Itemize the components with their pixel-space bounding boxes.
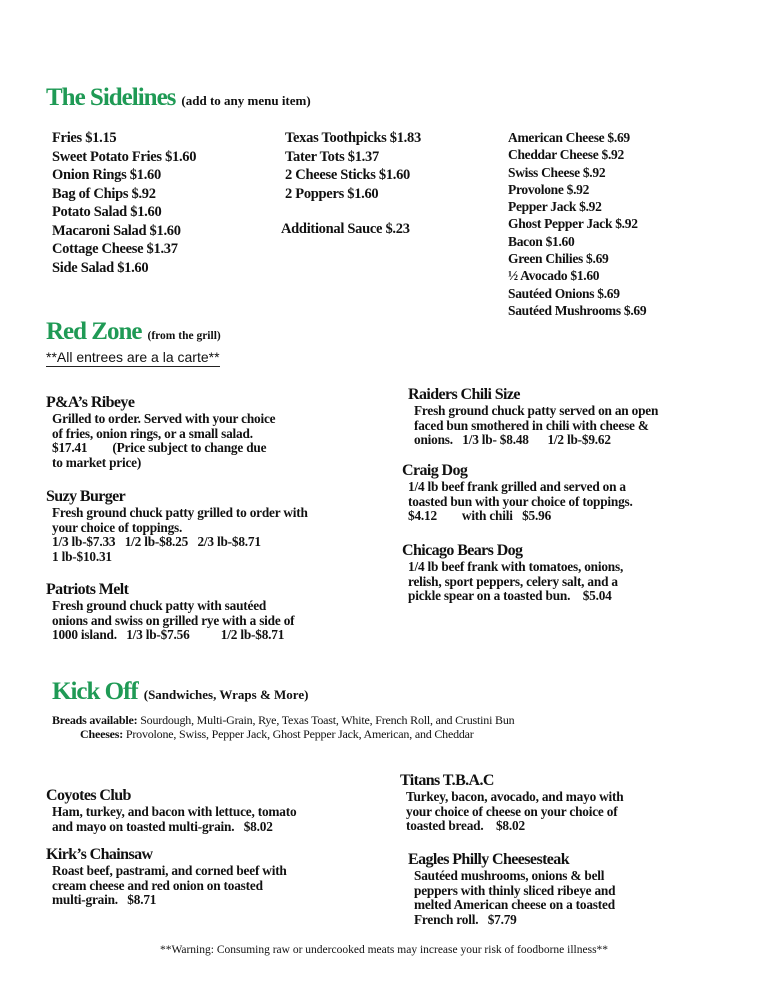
- a-la-carte-note: **All entrees are a la carte**: [46, 349, 220, 365]
- cheeses-list: Provolone, Swiss, Pepper Jack, Ghost Pepper Jack, American, and Cheddar: [125, 727, 474, 741]
- red-zone-title: Red Zone: [46, 318, 142, 345]
- description-line: toasted bread. $8.02: [406, 818, 525, 833]
- menu-item-titans-t-b-a-c: [400, 771, 740, 834]
- side-item: Side Salad $1.60: [52, 259, 149, 276]
- menu-item-description: [408, 560, 742, 604]
- description-line: and mayo on toasted multi-grain. $8.02: [52, 818, 273, 834]
- sidelines-column-3: [508, 129, 646, 319]
- side-item: Texas Toothpicks $1.83: [285, 130, 421, 146]
- description-line: $4.12 with chili $5.96: [408, 508, 552, 523]
- menu-item-description: [52, 412, 386, 470]
- side-item: Provolone $.92: [508, 181, 590, 197]
- description-line: to market price): [52, 454, 142, 470]
- menu-item-description: [414, 869, 748, 927]
- description-line: of fries, onion rings, or a small salad.: [52, 425, 253, 441]
- description-line: faced bun smothered in chili with cheese &: [414, 417, 649, 433]
- description-line: peppers with thinly sliced ribeye and: [414, 882, 616, 898]
- side-item: Bacon $1.60: [508, 233, 575, 249]
- menu-item-name: Raiders Chili Size: [408, 386, 520, 403]
- description-line: pickle spear on a toasted bun. $5.04: [408, 588, 612, 603]
- menu-item-name: Suzy Burger: [46, 488, 126, 505]
- menu-item-description: [408, 480, 742, 524]
- menu-item-name: Titans T.B.A.C: [400, 772, 494, 789]
- description-line: Fresh ground chuck patty grilled to order with: [52, 505, 308, 520]
- sidelines-column-1: [52, 129, 196, 277]
- foodborne-illness-warning: **Warning: Consuming raw or undercooked meats may increase your risk of foodborne illness**: [159, 944, 609, 956]
- description-line: 1/4 lb beef frank grilled and served on a: [408, 479, 626, 494]
- side-item: Sweet Potato Fries $1.60: [52, 148, 197, 165]
- side-item: Pepper Jack $.92: [508, 199, 602, 215]
- menu-item-description: [52, 506, 386, 564]
- side-item: Green Chilies $.69: [508, 251, 609, 267]
- menu-item-name: Patriots Melt: [46, 581, 129, 598]
- menu-item-description: [52, 599, 386, 643]
- menu-item-description: [406, 790, 740, 834]
- side-item: Cheddar Cheese $.92: [508, 147, 624, 163]
- menu-item-description: [414, 404, 748, 448]
- description-line: your choice of toppings.: [52, 519, 183, 535]
- description-line: onions. 1/3 lb- $8.48 1/2 lb-$9.62: [414, 432, 611, 447]
- menu-item-name: P&A’s Ribeye: [46, 394, 135, 411]
- description-line: Ham, turkey, and bacon with lettuce, tomato: [52, 804, 297, 819]
- breads-label: Breads available:: [52, 713, 138, 727]
- menu-item-name: Coyotes Club: [46, 787, 131, 804]
- description-line: 1/3 lb-$7.33 1/2 lb-$8.25 2/3 lb-$8.71: [52, 534, 261, 549]
- description-line: Fresh ground chuck patty with sautéed: [52, 598, 267, 613]
- description-line: 1 lb-$10.31: [52, 548, 112, 564]
- red-zone-heading: [46, 318, 221, 346]
- description-line: your choice of cheese on your choice of: [406, 803, 618, 819]
- cheeses-label: Cheeses:: [80, 727, 124, 741]
- breads-list: Sourdough, Multi-Grain, Rye, Texas Toast, White, French Roll, and Crustini Bun: [140, 713, 515, 727]
- description-line: toasted bun with your choice of toppings.: [408, 493, 633, 509]
- menu-item-name: Craig Dog: [402, 462, 468, 479]
- description-line: Fresh ground chuck patty served on an open: [414, 403, 659, 418]
- side-item: Sautéed Onions $.69: [508, 285, 620, 301]
- side-item: 2 Cheese Sticks $1.60: [285, 167, 411, 183]
- kick-off-title: Kick Off: [52, 678, 138, 705]
- side-item: Cottage Cheese $1.37: [52, 241, 178, 257]
- description-line: multi-grain. $8.71: [52, 892, 157, 907]
- kick-off-heading: [52, 678, 308, 706]
- menu-item-description: [52, 805, 386, 834]
- side-item: Ghost Pepper Jack $.92: [508, 216, 638, 232]
- menu-item-name: Chicago Bears Dog: [402, 542, 523, 559]
- description-line: Sautéed mushrooms, onions & bell: [414, 868, 605, 883]
- menu-item-p-a-s-ribeye: [46, 393, 386, 470]
- menu-item-description: [52, 864, 386, 908]
- side-item: Potato Salad $1.60: [52, 204, 162, 220]
- side-item: ½ Avocado $1.60: [508, 268, 600, 284]
- description-line: Roast beef, pastrami, and corned beef with: [52, 863, 287, 878]
- menu-item-name: Eagles Philly Cheesesteak: [408, 851, 569, 868]
- description-line: Grilled to order. Served with your choice: [52, 411, 276, 426]
- menu-item-kirk-s-chainsaw: [46, 845, 386, 908]
- side-item: Tater Tots $1.37: [285, 148, 379, 165]
- side-item: Onion Rings $1.60: [52, 167, 161, 183]
- side-item: Sautéed Mushrooms $.69: [508, 302, 647, 318]
- side-item: Macaroni Salad $1.60: [52, 222, 181, 239]
- side-item: Swiss Cheese $.92: [508, 164, 606, 180]
- menu-item-chicago-bears-dog: [402, 541, 742, 604]
- description-line: melted American cheese on a toasted: [414, 897, 615, 912]
- description-line: relish, sport peppers, celery salt, and a: [408, 573, 618, 589]
- sidelines-subtitle: (add to any menu item): [181, 93, 311, 108]
- menu-item-coyotes-club: [46, 786, 386, 834]
- red-zone-subtitle: (from the grill): [147, 330, 221, 342]
- kick-off-subtitle: (Sandwiches, Wraps & More): [143, 687, 309, 702]
- menu-item-patriots-melt: [46, 580, 386, 643]
- description-line: onions and swiss on grilled rye with a side of: [52, 612, 295, 628]
- description-line: 1/4 lb beef frank with tomatoes, onions,: [408, 559, 624, 574]
- side-item: 2 Poppers $1.60: [285, 185, 379, 202]
- menu-item-suzy-burger: [46, 487, 386, 564]
- side-item: Bag of Chips $.92: [52, 185, 156, 202]
- sidelines-column-2: [285, 129, 421, 203]
- menu-item-craig-dog: [402, 461, 742, 524]
- description-line: 1000 island. 1/3 lb-$7.56 1/2 lb-$8.71: [52, 627, 285, 642]
- menu-item-eagles-philly-cheesesteak: [408, 850, 748, 927]
- additional-sauce: Additional Sauce $.23: [281, 221, 410, 237]
- sidelines-heading: [46, 84, 311, 112]
- cheeses-available: [80, 727, 474, 742]
- description-line: $17.41 (Price subject to change due: [52, 440, 267, 455]
- side-item: Fries $1.15: [52, 130, 117, 146]
- description-line: French roll. $7.79: [414, 911, 517, 927]
- breads-available: [52, 713, 514, 728]
- sidelines-title: The Sidelines: [46, 84, 176, 111]
- side-item: American Cheese $.69: [508, 130, 630, 145]
- description-line: Turkey, bacon, avocado, and mayo with: [406, 789, 624, 804]
- menu-item-name: Kirk’s Chainsaw: [46, 846, 153, 863]
- menu-item-raiders-chili-size: [408, 385, 748, 448]
- description-line: cream cheese and red onion on toasted: [52, 877, 263, 893]
